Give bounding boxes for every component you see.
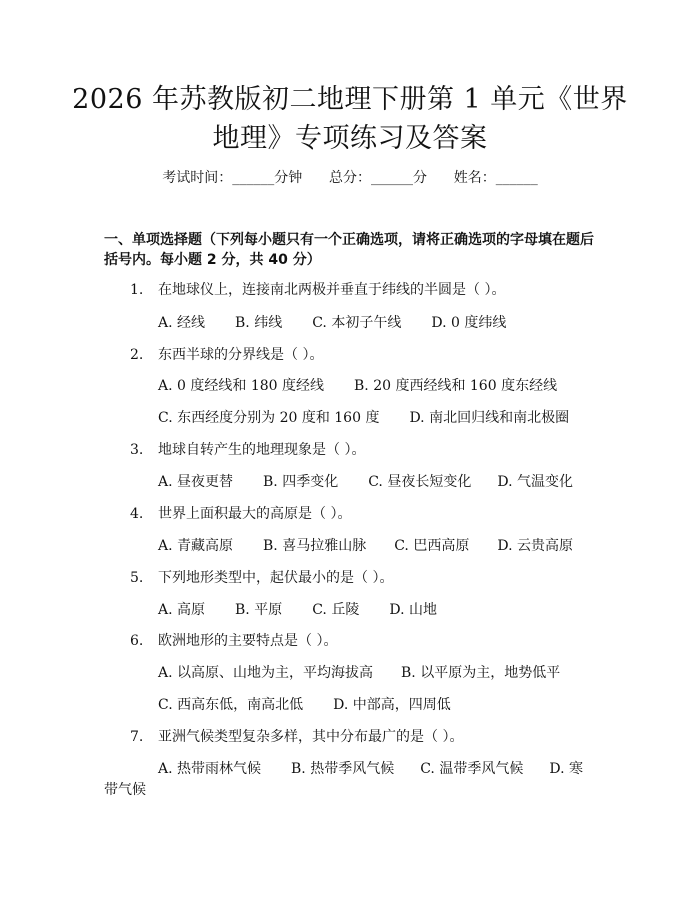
option-a: A. 热带雨林气候 bbox=[158, 761, 262, 777]
question-number: 4. bbox=[130, 506, 144, 522]
option-d: D. 中部高，四周低 bbox=[333, 697, 451, 713]
option-b: B. 平原 bbox=[235, 602, 283, 618]
option-b: B. 四季变化 bbox=[263, 474, 339, 490]
section-heading-line2: 括号内。每小题 2 分，共 40 分） bbox=[104, 252, 321, 268]
option-c: C. 昼夜长短变化 bbox=[368, 474, 472, 490]
question-2-options-row1 bbox=[158, 376, 557, 396]
question-number: 6. bbox=[130, 633, 144, 649]
option-d: D. 山地 bbox=[389, 602, 437, 618]
question-text: 下列地形类型中，起伏最小的是（ ）。 bbox=[158, 570, 394, 586]
option-d: D. 寒 bbox=[549, 761, 583, 777]
question-3-options bbox=[158, 472, 573, 492]
question-6 bbox=[130, 631, 337, 651]
question-text: 地球自转产生的地理现象是（ ）。 bbox=[158, 442, 366, 458]
option-c: C. 东西经度分别为 20 度和 160 度 bbox=[158, 410, 380, 426]
question-5 bbox=[130, 568, 393, 588]
option-a: A. 青藏高原 bbox=[158, 538, 234, 554]
question-3 bbox=[130, 440, 365, 460]
document-title-line1: 2026 年苏教版初二地理下册第 1 单元《世界 bbox=[72, 84, 628, 115]
question-4 bbox=[130, 504, 351, 524]
exam-info: 考试时间：______分钟 总分：______分 姓名：______ bbox=[162, 170, 538, 186]
option-a: A. 昼夜更替 bbox=[158, 474, 234, 490]
option-a: A. 经线 bbox=[158, 315, 206, 331]
question-6-options-row2 bbox=[158, 695, 451, 715]
question-text: 欧洲地形的主要特点是（ ）。 bbox=[158, 633, 338, 649]
option-b: B. 20 度西经线和 160 度东经线 bbox=[354, 378, 558, 394]
option-c: C. 温带季风气候 bbox=[420, 761, 524, 777]
option-c: C. 丘陵 bbox=[312, 602, 360, 618]
question-7-options bbox=[158, 759, 583, 779]
question-1-options bbox=[158, 313, 506, 333]
question-text: 在地球仪上，连接南北两极并垂直于纬线的半圆是（ ）。 bbox=[158, 282, 506, 298]
question-5-options bbox=[158, 600, 437, 620]
option-a: A. 高原 bbox=[158, 602, 206, 618]
question-number: 3. bbox=[130, 442, 144, 458]
option-b: B. 纬线 bbox=[235, 315, 283, 331]
question-number: 1. bbox=[130, 282, 144, 298]
document-title-line2: 地理》专项练习及答案 bbox=[212, 123, 488, 154]
question-4-options bbox=[158, 536, 573, 556]
question-7-option-d-wrap: 带气候 bbox=[104, 782, 146, 798]
question-number: 7. bbox=[130, 729, 144, 745]
question-6-options-row1 bbox=[158, 663, 560, 683]
question-2-options-row2 bbox=[158, 408, 569, 428]
question-2 bbox=[130, 345, 323, 365]
option-d: D. 0 度纬线 bbox=[431, 315, 507, 331]
question-text: 东西半球的分界线是（ ）。 bbox=[158, 347, 324, 363]
option-c: C. 巴西高原 bbox=[394, 538, 470, 554]
question-number: 2. bbox=[130, 347, 144, 363]
option-d: D. 南北回归线和南北极圈 bbox=[409, 410, 570, 426]
option-a: A. 以高原、山地为主，平均海拔高 bbox=[158, 665, 374, 681]
question-7 bbox=[130, 727, 463, 747]
section-heading-line1: 一、单项选择题（下列每小题只有一个正确选项，请将正确选项的字母填在题后 bbox=[104, 232, 594, 248]
question-text: 世界上面积最大的高原是（ ）。 bbox=[158, 506, 352, 522]
question-text: 亚洲气候类型复杂多样，其中分布最广的是（ ）。 bbox=[158, 729, 464, 745]
option-b: B. 喜马拉雅山脉 bbox=[263, 538, 367, 554]
question-number: 5. bbox=[130, 570, 144, 586]
option-d: D. 云贵高原 bbox=[497, 538, 573, 554]
option-b: B. 以平原为主，地势低平 bbox=[401, 665, 561, 681]
option-a: A. 0 度经线和 180 度经线 bbox=[158, 378, 324, 394]
question-1 bbox=[130, 280, 505, 300]
option-c: C. 本初子午线 bbox=[312, 315, 402, 331]
option-d: D. 气温变化 bbox=[497, 474, 573, 490]
option-b: B. 热带季风气候 bbox=[291, 761, 395, 777]
option-c: C. 西高东低，南高北低 bbox=[158, 697, 304, 713]
